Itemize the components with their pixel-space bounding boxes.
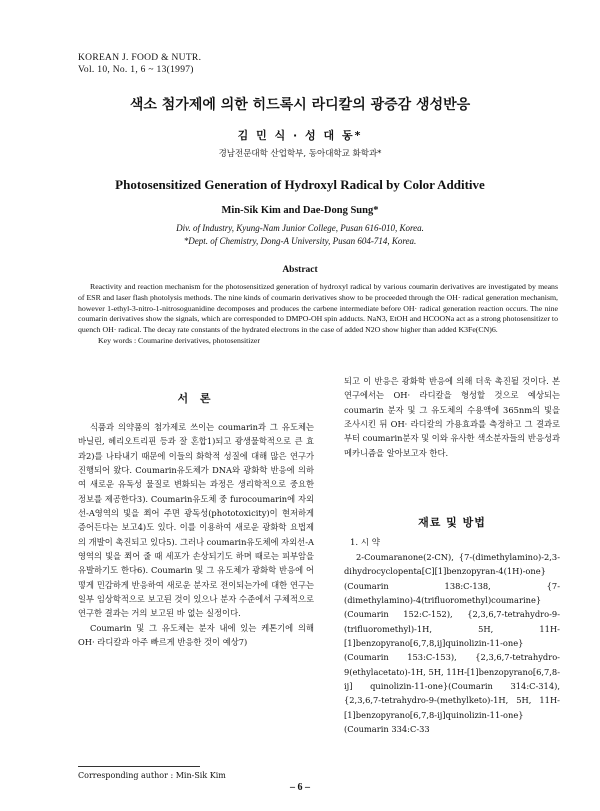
keywords: Key words : Coumarine derivatives, photosensitizer	[98, 335, 260, 345]
korean-affiliation: 경남전문대학 산업학부, 동아대학교 화학과*	[218, 149, 382, 159]
footnote: Corresponding author : Min-Sik Kim	[78, 771, 226, 780]
english-affiliation-1: Div. of Industry, Kyung-Nam Junior College, Pusan 616-010, Korea.	[176, 223, 424, 233]
abstract-heading: Abstract	[282, 265, 318, 275]
methods-body	[344, 550, 560, 736]
korean-title: 색소 첨가제에 의한 히드록시 라디칼의 광증감 생성반응	[129, 97, 471, 113]
intro-paragraph-1: 식품과 의약품의 첨가제로 쓰이는 coumarin과 그 유도체는 바닐린, 헤리오트리핀 등과 잘 혼합1)되고 광생물학적으로 큰 효과2)를 나타내기 때문에 이들의 화학적 성질에 대해 많은 연구가 진행되어 왔다. Coumarin유도체가 DNA와 광화학 반응에 의하여 새로운 유독성 물질로 변화되는 과정은 생리학적으로 중요한 정보를 제공한다3). Coumarin유도체 중 furocoumarin에 자외선-A영역의 빛을 쬐어 주면 광독성(phototoxicity)이 현저하게 증어든다는 보고4)도 있다. 이를 이용하여 새로운 광화학 요법제의 개발이 촉진되고 있다5). 그러나 coumarin유도체에 자외선-A영역의 빛을 쬐어 줄 때 세포가 손상되기도 하며 때로는 피부암을 유발하기도 한다6). Coumarin 및 그 유도체가 광화학 반응에 어떻게 민감하게 반응하여 새로운 분자로 전이되는가에 대한 연구는 일부 임상학적으로 보고된 것이 있으나 분자 수준에서 구체적으로 연구한 결과는 거의 보고된 바 없는 실정이다.	[78, 422, 314, 619]
intro-heading: 서 론	[177, 392, 215, 405]
korean-authors: 김 민 식 · 성 대 동*	[237, 129, 363, 142]
english-title: Photosensitized Generation of Hydroxyl Radical by Color Additive	[115, 177, 485, 192]
footnote-rule	[78, 766, 200, 767]
methods-heading: 재료 및 방법	[418, 516, 486, 529]
abstract-body	[78, 282, 558, 347]
right-column	[344, 374, 560, 460]
abstract-text: Reactivity and reaction mechanism for the photosensitized generation of hydroxyl radical by various coumarin derivatives are investigated by means of ESR and laser flash photolysis methods. The nine kinds of coumarin derivatives show to be proceeded through the OH· radical generation mechanism, however 1-ethyl-3-nitro-1-nitrosoguanidine decomposes and produces the carbene intermediate before OH· radical generation reaction occurs. The nine coumarin derivatives show the signals, which are corresponded to DMPO-OH spin adducts. NaN3, EtOH and HCOONa act as a strong photosensitizer to quench OH· radical. The decay rate constants of the hydrated electrons in the case of added N2O show higher than added K3Fe(CN)6.	[78, 282, 558, 335]
reagents-subheading: 1. 시 약	[350, 538, 380, 548]
left-column	[78, 420, 314, 650]
english-authors: Min-Sik Kim and Dae-Dong Sung*	[221, 205, 379, 216]
journal-header	[78, 52, 201, 76]
journal-name: KOREAN J. FOOD & NUTR.	[78, 53, 202, 63]
page-number: – 6 –	[290, 782, 310, 793]
english-affiliation-2: *Dept. of Chemistry, Dong-A University, Pusan 604-714, Korea.	[183, 236, 417, 246]
journal-volume: Vol. 10, No. 1, 6 ~ 13(1997)	[78, 65, 194, 75]
intro-paragraph-3: 되고 이 반응은 광화학 반응에 의해 더욱 촉진될 것이다. 본 연구에서는 OH· 라디칼을 형성할 것으로 예상되는 coumarin 분자 및 그 유도체의 수용액에 365nm의 빛을 조사시킨 뒤 OH· 라디칼의 가용효과를 측정하고 그 결과로부터 coumarin분자 및 이와 유사한 색소분자들의 반응성과 메카니즘을 알아보고자 한다.	[344, 376, 560, 458]
methods-text: 2-Coumaranone(2-CN), {7-(dimethylamino)-2,3-dihydrocyclopenta[C][1]benzopyran-4(1H)-one}(Coumarin 138:C-138, {7-(dimethylamino)-4(trifluoromethyl)coumarine}(Coumarin 152:C-152), {2,3,6,7-tetrahydro-9-(trifluoromethyl)-1H, 5H, 11H-[1]benzopyrano[6,7,8,ij]quinolizin-11-one}(Coumarin 153:C-153), {2,3,6,7-tetrahydro-9(ethylacetato)-1H, 5H, 11H-[1]benzopyrano[6,7,8-ij] quinolizin-11-one}(Coumarin 314:C-314), {2,3,6,7-tetrahydro-9-(methylketo)-1H, 5H, 11H-[1]benzopyrano[6,7,8-ij]quinolizin-11-one}(Coumarin 334:C-33	[344, 552, 560, 735]
intro-paragraph-2: Coumarin 및 그 유도체는 분자 내에 있는 케톤기에 의해 OH· 라디칼과 아주 빠르게 반응한 것이 예상7)	[78, 622, 314, 648]
